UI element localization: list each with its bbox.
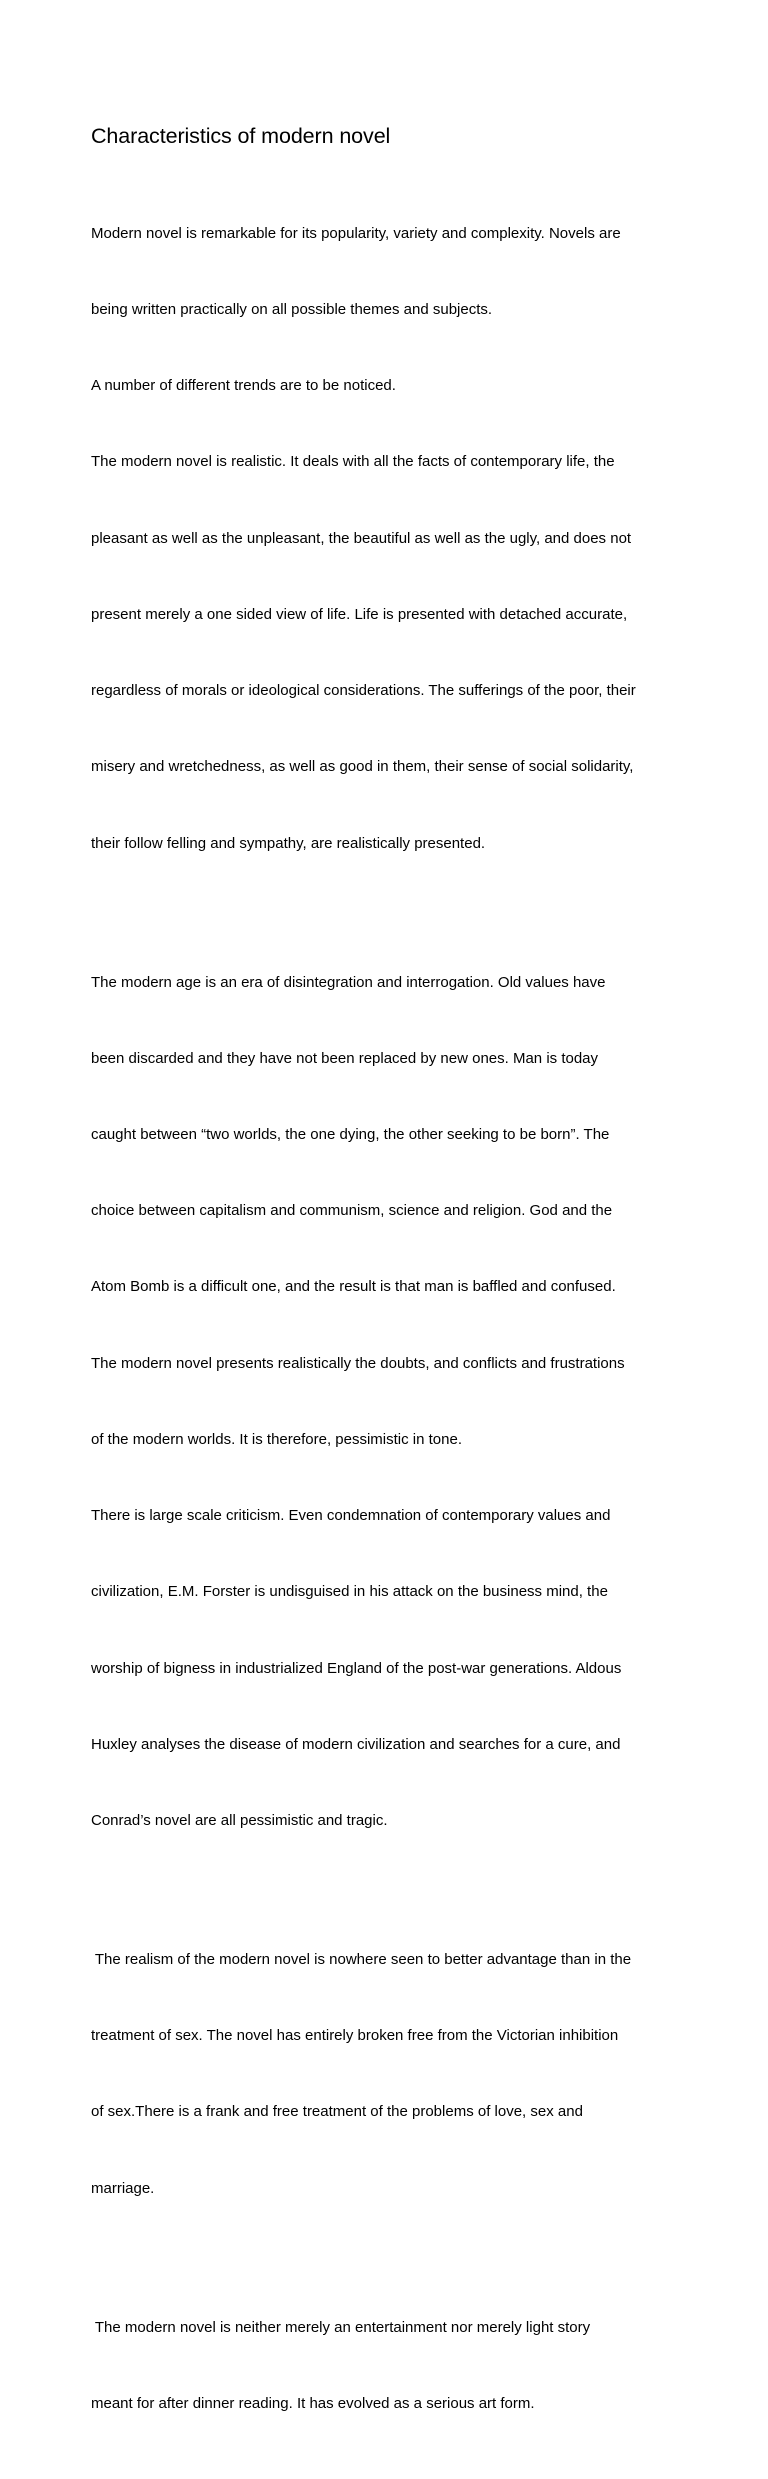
text-line: been discarded and they have not been replaced by new ones. Man is today	[91, 1049, 599, 1067]
text-line: worship of bigness in industrialized England of the post-war generations. Aldous	[91, 1659, 622, 1677]
text-line: civilization, E.M. Forster is undisguised in his attack on the business mind, the	[91, 1583, 608, 1601]
paragraph-4	[91, 2264, 751, 2467]
text-line: treatment of sex. The novel has entirely broken free from the Victorian inhibition	[91, 2027, 619, 2045]
text-line: meant for after dinner reading. It has evolved as a serious art form.	[91, 2394, 535, 2412]
text-line: There is large scale criticism. Even condemnation of contemporary values and	[91, 1507, 611, 1525]
paragraph-3	[91, 1896, 751, 2252]
text-line: of the modern worlds. It is therefore, pessimistic in tone.	[91, 1430, 462, 1448]
text-line: marriage.	[91, 2179, 155, 2197]
text-line: The modern novel is realistic. It deals with all the facts of contemporary life, the	[91, 453, 615, 471]
text-line: choice between capitalism and communism, science and religion. God and the	[91, 1202, 613, 1220]
text-line: their follow felling and sympathy, are realistically presented.	[91, 834, 486, 852]
paragraph-1	[91, 170, 751, 907]
text-line: Modern novel is remarkable for its popularity, variety and complexity. Novels are	[91, 224, 621, 242]
document-page	[91, 122, 751, 2479]
text-line: pleasant as well as the unpleasant, the beautiful as well as the ugly, and does not	[91, 529, 632, 547]
text-line: A number of different trends are to be noticed.	[91, 377, 396, 395]
text-line: Atom Bomb is a difficult one, and the result is that man is baffled and confused.	[91, 1278, 616, 1296]
text-line: of sex.There is a frank and free treatment of the problems of love, sex and	[91, 2103, 583, 2121]
text-line: being written practically on all possible themes and subjects.	[91, 301, 493, 319]
text-line: The modern novel presents realistically the doubts, and conflicts and frustrations	[91, 1354, 625, 1372]
text-line: regardless of morals or ideological considerations. The sufferings of the poor, their	[91, 682, 636, 700]
paragraph-2	[91, 919, 751, 1884]
text-line: misery and wretchedness, as well as good in them, their sense of social solidarity,	[91, 758, 634, 776]
text-line: present merely a one sided view of life. Life is presented with detached accurate,	[91, 605, 628, 623]
text-line: Huxley analyses the disease of modern civilization and searches for a cure, and	[91, 1735, 621, 1753]
text-line: The realism of the modern novel is nowhere seen to better advantage than in the	[91, 1951, 632, 1969]
text-line: The modern age is an era of disintegration and interrogation. Old values have	[91, 973, 606, 991]
text-line: Conrad’s novel are all pessimistic and tragic.	[91, 1812, 388, 1829]
document-title: Characteristics of modern novel	[91, 124, 391, 148]
text-line: The modern novel is neither merely an entertainment nor merely light story	[91, 2318, 591, 2336]
text-line: caught between “two worlds, the one dying, the other seeking to be born”. The	[91, 1126, 610, 1144]
